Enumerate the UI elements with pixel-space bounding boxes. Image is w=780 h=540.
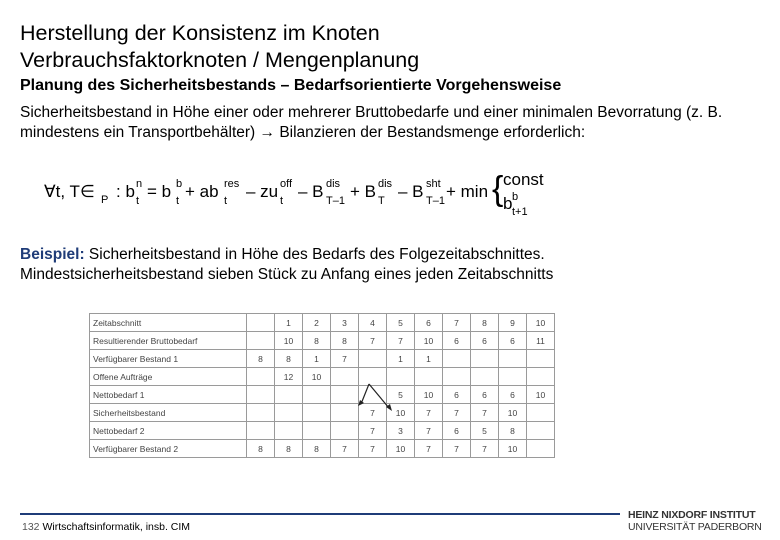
table-cell: [303, 422, 331, 440]
table-cell: 6: [499, 332, 527, 350]
arrow-right: [369, 384, 389, 408]
footer: [22, 521, 190, 533]
formula-b3: b: [503, 194, 513, 213]
table-row: [90, 440, 555, 458]
table-cell: 10: [387, 404, 415, 422]
table-cell: 1: [275, 314, 303, 332]
intro-paragraph: Sicherheitsbestand in Höhe einer oder mehrerer Bruttobedarfe und einer minimalen Bevorratung (z. B. mindestens ein Transportbehälter) → Bilanzieren der Bestandsmenge erforderlich:: [20, 104, 723, 141]
table-row-label: Zeitabschnitt: [90, 314, 247, 332]
arrowhead-left: [358, 400, 364, 406]
table-cell: 6: [443, 422, 471, 440]
table-cell: [331, 422, 359, 440]
example-keyword: Beispiel:: [20, 246, 85, 263]
table-cell: 10: [527, 386, 555, 404]
table-row-label: Nettobedarf 2: [90, 422, 247, 440]
table-cell: 7: [471, 440, 499, 458]
formula-plus-B: + B: [350, 182, 376, 201]
table-cell: 7: [443, 404, 471, 422]
formula-plus-ab: + ab: [185, 182, 219, 201]
table-cell: 10: [275, 332, 303, 350]
formula-T-sub: P: [101, 194, 109, 206]
table-row-label: Nettobedarf 1: [90, 386, 247, 404]
table-row-label: Offene Aufträge: [90, 368, 247, 386]
table-cell: 7: [415, 404, 443, 422]
arrow-left: [361, 384, 369, 404]
table-cell: 7: [331, 440, 359, 458]
table-cell-blank: [247, 314, 275, 332]
table-cell: [527, 350, 555, 368]
table-cell: [247, 386, 275, 404]
table-cell: 9: [499, 314, 527, 332]
table-cell: 8: [331, 332, 359, 350]
table-cell: 7: [443, 314, 471, 332]
table-cell: 5: [471, 422, 499, 440]
table-cell: 1: [415, 350, 443, 368]
table-cell: [275, 404, 303, 422]
page-number: 132: [22, 521, 40, 533]
table-cell: [443, 368, 471, 386]
table-cell: 10: [527, 314, 555, 332]
example-line2: Mindestsicherheitsbestand sieben Stück zu Anfang eines jeden Zeitabschnitts: [20, 266, 554, 283]
logo-line1: HEINZ NIXDORF INSTITUT: [628, 509, 756, 521]
table-header-row: [90, 314, 555, 332]
course-name: Wirtschaftsinformatik, insb. CIM: [39, 521, 191, 533]
example-line1: Sicherheitsbestand in Höhe des Bedarfs des Folgezeitabschnittes.: [84, 246, 545, 263]
table-cell: 8: [303, 440, 331, 458]
table-cell: 6: [443, 332, 471, 350]
table-row-label: Verfügbarer Bestand 1: [90, 350, 247, 368]
table-cell: 1: [387, 350, 415, 368]
formula-zu-sup: off: [280, 178, 293, 190]
table-cell: 10: [303, 368, 331, 386]
table-cell: 8: [247, 350, 275, 368]
example-text: [20, 245, 765, 285]
table-cell: [527, 368, 555, 386]
table-cell: 6: [415, 314, 443, 332]
table-cell: 4: [359, 314, 387, 332]
table-row: [90, 386, 555, 404]
table-row: [90, 350, 555, 368]
table-row: [90, 368, 555, 386]
table-row-label: Resultierender Bruttobedarf: [90, 332, 247, 350]
formula-b3-sub: t+1: [512, 206, 528, 218]
safety-stock-formula: [44, 168, 564, 220]
formula-eq-b: = b: [147, 182, 172, 201]
table-cell: 8: [499, 422, 527, 440]
table-cell: [471, 350, 499, 368]
table-cell: [303, 404, 331, 422]
table-cell: 7: [471, 404, 499, 422]
table-cell: 2: [303, 314, 331, 332]
slide-title-line2: Verbrauchsfaktorknoten / Mengenplanung: [20, 48, 420, 72]
table-cell: 6: [471, 332, 499, 350]
table-cell: 12: [275, 368, 303, 386]
table-cell: [303, 386, 331, 404]
table-cell: 11: [527, 332, 555, 350]
table-cell: 6: [443, 386, 471, 404]
table-cell: [275, 422, 303, 440]
table-cell: 7: [359, 440, 387, 458]
table-cell: 3: [387, 422, 415, 440]
formula-B3-sub: T–1: [426, 195, 445, 207]
table-cell: [247, 422, 275, 440]
table-cell: 7: [415, 422, 443, 440]
table-cell: [527, 422, 555, 440]
formula-B1-sub: T–1: [326, 195, 345, 207]
table-cell: 3: [331, 314, 359, 332]
formula-B1-sup: dis: [326, 178, 341, 190]
table-cell: 5: [387, 386, 415, 404]
table-cell: 10: [499, 404, 527, 422]
table-cell: 6: [471, 386, 499, 404]
table-cell: [499, 368, 527, 386]
table-cell: 10: [499, 440, 527, 458]
table-cell: 10: [387, 440, 415, 458]
table-row: [90, 332, 555, 350]
formula-brace: {: [492, 170, 504, 208]
formula-elem: ∈: [80, 182, 95, 201]
formula-plus-min: + min: [446, 182, 489, 201]
table-cell: 7: [331, 350, 359, 368]
slide-title-line1: Herstellung der Konsistenz im Knoten: [20, 21, 380, 45]
formula-b-sub: t: [136, 195, 140, 207]
table-row-label: Verfügbarer Bestand 2: [90, 440, 247, 458]
table-cell: 8: [303, 332, 331, 350]
institute-logo: [628, 509, 762, 533]
formula-minus-B2: – B: [398, 182, 424, 201]
table-cell: 6: [499, 386, 527, 404]
table-cell: 7: [359, 422, 387, 440]
formula-minus-B: – B: [298, 182, 324, 201]
table-cell: 7: [359, 332, 387, 350]
table-cell: [527, 440, 555, 458]
slide-title: [20, 20, 419, 74]
formula-ab-sub: t: [224, 195, 228, 207]
table-cell: [443, 350, 471, 368]
table-cell: 5: [387, 314, 415, 332]
formula-B2-sub: T: [378, 195, 385, 207]
table-cell: 8: [275, 350, 303, 368]
table-cell: [275, 386, 303, 404]
table-cell: 7: [443, 440, 471, 458]
table-arrows: [355, 378, 415, 418]
formula-const: const: [503, 170, 544, 189]
table-cell: [359, 350, 387, 368]
table-cell: 8: [247, 440, 275, 458]
table-cell: [247, 368, 275, 386]
table-cell: 7: [387, 332, 415, 350]
table-row: [90, 404, 555, 422]
formula-forall: ∀t, T: [44, 182, 80, 201]
footer-divider: [20, 513, 620, 515]
table-cell: 1: [303, 350, 331, 368]
logo-line2: UNIVERSITÄT PADERBORN: [628, 521, 762, 533]
formula-b3-sup: b: [512, 191, 519, 203]
formula-b2-sup: b: [176, 178, 183, 190]
formula-zu-sub: t: [280, 195, 284, 207]
table-cell: [471, 368, 499, 386]
table-cell: [499, 350, 527, 368]
mrp-table: [89, 313, 555, 458]
table-row-label: Sicherheitsbestand: [90, 404, 247, 422]
table-row: [90, 422, 555, 440]
table-cell: 8: [471, 314, 499, 332]
table-cell: 7: [415, 440, 443, 458]
formula-b2-sub: t: [176, 195, 180, 207]
table-cell: [415, 368, 443, 386]
formula-minus-zu: – zu: [246, 182, 279, 201]
table-cell: 10: [415, 332, 443, 350]
formula-B2-sup: dis: [378, 178, 393, 190]
table-cell: 7: [359, 404, 387, 422]
slide-subtitle: Planung des Sicherheitsbestands – Bedarfsorientierte Vorgehensweise: [20, 77, 562, 94]
table-cell: 8: [275, 440, 303, 458]
table-cell: [527, 404, 555, 422]
formula-colon-b: : b: [116, 182, 135, 201]
table-cell-blank: [247, 332, 275, 350]
formula-b-sup: n: [136, 178, 143, 190]
formula-ab-sup: res: [224, 178, 240, 190]
table-cell: [247, 404, 275, 422]
formula-B3-sup: sht: [426, 178, 441, 190]
table-cell: 10: [415, 386, 443, 404]
